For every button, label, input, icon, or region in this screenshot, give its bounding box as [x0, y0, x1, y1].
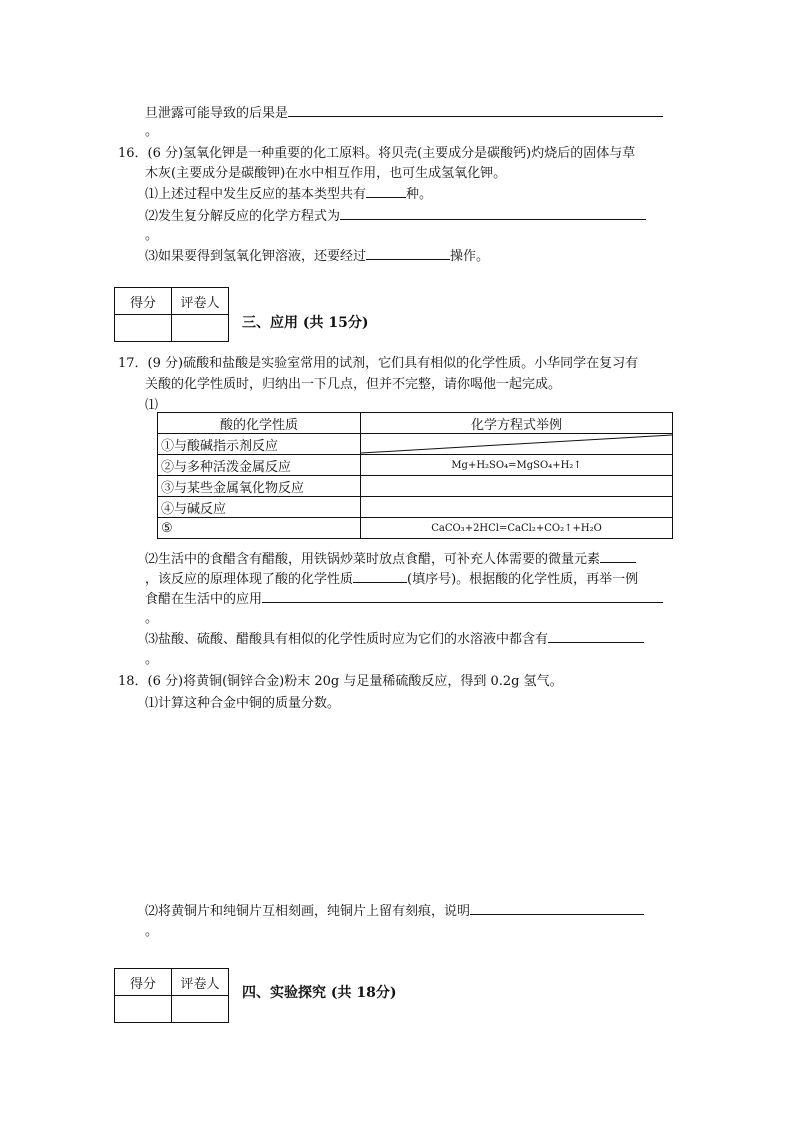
- score-label: 得分: [115, 288, 172, 315]
- q16-part2-text: ⑵发生复分解反应的化学方程式为: [145, 209, 341, 224]
- q16-part1-text: ⑴上述过程中发生反应的基本类型共有: [145, 187, 367, 202]
- q16-part2-end: 。: [145, 228, 159, 243]
- q18-part2: [145, 900, 644, 919]
- q16-part1-suffix: 种。: [406, 187, 433, 202]
- q16-number: 16．: [118, 146, 148, 161]
- grader-cell[interactable]: [172, 315, 229, 342]
- q16-part3-text: ⑶如果要得到氢氧化钾溶液，还要经过: [145, 249, 367, 264]
- q17-part2-line1: [145, 548, 636, 567]
- q17-stem-line2: 关酸的化学性质时，归纳出一下几点，但并不完整，请你喝他一起完成。: [145, 377, 562, 392]
- q16-part3-blank[interactable]: [366, 245, 450, 260]
- q17-part3-blank[interactable]: [548, 628, 644, 643]
- table-cell-property: ④与碱反应: [158, 497, 361, 518]
- q17-text-1: (9 分)硫酸和盐酸是实验室常用的试剂，它们具有相似的化学性质。小华同学在复习有: [147, 356, 639, 371]
- q17-part3: [145, 628, 644, 647]
- score-label: 得分: [115, 969, 172, 996]
- q17-part2-line3: [145, 588, 663, 607]
- score-box-2: [114, 968, 229, 1023]
- q18-stem-line1: [118, 670, 563, 689]
- q15-tail-end: 。: [145, 124, 159, 139]
- score-cell[interactable]: [115, 996, 172, 1023]
- q16-text-1: (6 分)氢氧化钾是一种重要的化工原料。将贝壳(主要成分是碳酸钙)灼烧后的固体与草: [147, 146, 636, 161]
- table-cell-equation: CaCO₃+2HCl=CaCl₂+CO₂↑+H₂O: [361, 518, 673, 539]
- q16-stem-line1: [118, 142, 635, 161]
- table-cell-property: ③与某些金属氧化物反应: [158, 476, 361, 497]
- q16-part1-blank[interactable]: [366, 183, 406, 198]
- q16-stem-line2: 木灰(主要成分是碳酸钾)在水中相互作用，也可生成氢氧化钾。: [145, 166, 507, 181]
- q17-number: 17．: [118, 356, 148, 371]
- table-cell-equation[interactable]: [361, 434, 673, 455]
- q17-part3-text: ⑶盐酸、硫酸、醋酸具有相似的化学性质时应为它们的水溶液中都含有: [145, 632, 549, 647]
- q16-part2: [145, 205, 646, 224]
- q18-part2-end: 。: [145, 924, 159, 939]
- q17-element-blank[interactable]: [600, 548, 636, 563]
- q18-part2-blank[interactable]: [470, 900, 644, 915]
- q18-part1: ⑴计算这种合金中铜的质量分数。: [145, 696, 341, 711]
- q16-part3-suffix: 操作。: [450, 249, 490, 264]
- q17-stem-line1: [118, 352, 638, 371]
- table-cell-equation[interactable]: [361, 497, 673, 518]
- q16-part2-blank[interactable]: [340, 205, 646, 220]
- q17-part2-line2: [145, 568, 638, 587]
- q18-number: 18．: [118, 674, 148, 689]
- table-cell-property: ①与酸碱指示剂反应: [158, 434, 361, 455]
- q15-answer-blank[interactable]: [288, 102, 663, 117]
- section-4-heading: 四、实验探究 (共 18分): [242, 985, 397, 1001]
- grader-label: 评卷人: [172, 969, 229, 996]
- q17-part2-text-3: 食醋在生活中的应用: [145, 592, 263, 607]
- table-cell-equation[interactable]: [361, 476, 673, 497]
- acid-properties-table: [157, 412, 673, 539]
- score-box-1: [114, 287, 229, 342]
- table-cell-property: ②与多种活泼金属反应: [158, 455, 361, 476]
- table-header-property: 酸的化学性质: [158, 413, 361, 434]
- table-row: [158, 497, 673, 518]
- table-row: [158, 518, 673, 539]
- q17-application-blank[interactable]: [262, 588, 663, 603]
- table-row: [158, 455, 673, 476]
- q15-tail-text: 旦泄露可能导致的后果是: [145, 106, 289, 121]
- q17-property-blank[interactable]: [353, 568, 407, 583]
- table-row: [158, 476, 673, 497]
- q18-answer-area[interactable]: [145, 715, 673, 890]
- score-cell[interactable]: [115, 315, 172, 342]
- table-header-row: [158, 413, 673, 434]
- diagonal-line: [361, 434, 672, 454]
- q17-part2-text-2a: ，该反应的原理体现了酸的化学性质: [145, 572, 354, 587]
- q17-part2-end: 。: [145, 611, 159, 626]
- table-row: [158, 434, 673, 455]
- q16-part3: [145, 245, 489, 264]
- q17-part2-text-2b: (填序号)。根据酸的化学性质，再举一例: [407, 572, 639, 587]
- q18-part2-text: ⑵将黄铜片和纯铜片互相刻画，纯铜片上留有刻痕，说明: [145, 904, 471, 919]
- q16-part1: [145, 183, 432, 202]
- grader-label: 评卷人: [172, 288, 229, 315]
- grader-cell[interactable]: [172, 996, 229, 1023]
- q15-tail-line: [145, 102, 663, 121]
- table-cell-property[interactable]: ⑤: [158, 518, 361, 539]
- section-3-heading: 三、应用 (共 15分): [242, 315, 369, 331]
- table-cell-equation: Mg+H₂SO₄=MgSO₄+H₂↑: [361, 455, 673, 476]
- q17-part1-label: ⑴: [145, 398, 159, 413]
- q17-part3-end: 。: [145, 652, 159, 667]
- table-header-equation: 化学方程式举例: [361, 413, 673, 434]
- q17-part2-text-1: ⑵生活中的食醋含有醋酸，用铁锅炒菜时放点食醋，可补充人体需要的微量元素: [145, 552, 601, 567]
- q18-text-1: (6 分)将黄铜(铜锌合金)粉末 20g 与足量稀硫酸反应，得到 0.2g 氢气。: [147, 674, 563, 689]
